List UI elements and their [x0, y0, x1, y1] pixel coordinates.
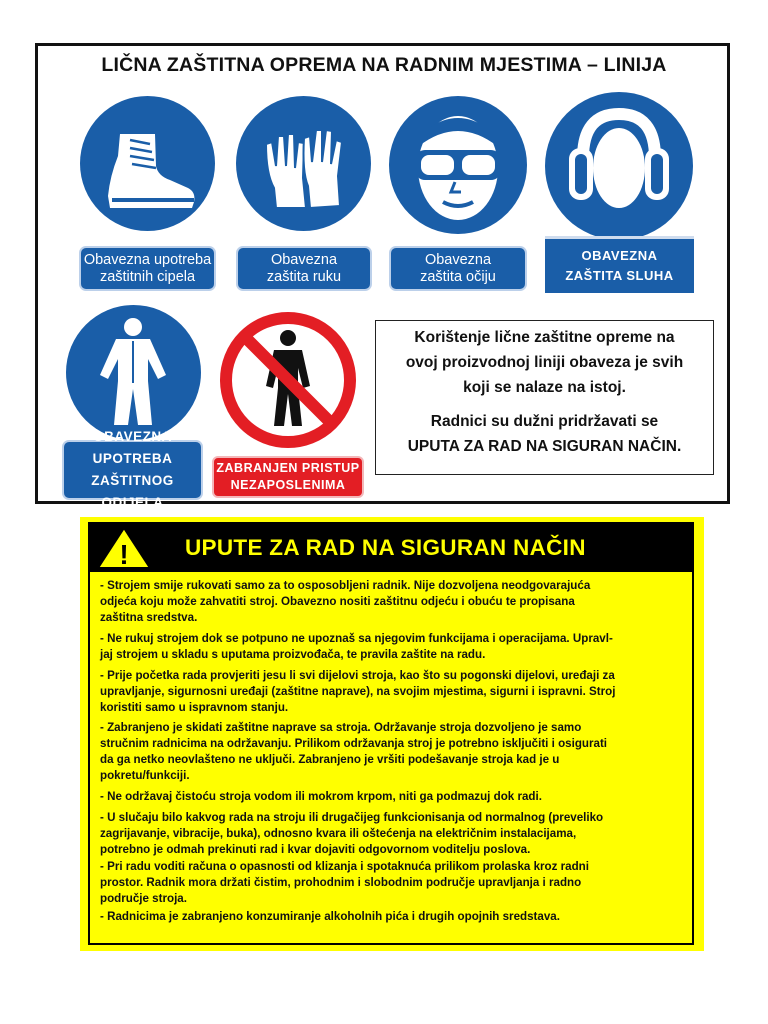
suit-label-line-1: OBAVEZNA UPOTREBA	[92, 429, 173, 466]
rule-2-line-2: jaj strojem u skladu s uputama proizvođača, te pravila zaštite na radu.	[100, 648, 486, 661]
rule-8-line-1: - Radnicima je zabranjeno konzumiranje alkoholnih pića i drugih opojnih sredstava.	[100, 910, 560, 923]
rule-3-line-2: upravljanje, sigurnosni uređaji (zaštitne naprave), na svojim mjestima, sigurni i ispravni. Stroj	[100, 685, 616, 698]
safety-sign-title: UPUTE ZA RAD NA SIGURAN NAČIN	[185, 535, 586, 560]
rule-1-line-1: - Strojem smije rukovati samo za to osposobljeni radnik. Nije dozvoljena neodgovarajuća	[100, 579, 591, 592]
goggles-label	[389, 246, 527, 291]
gloves-label-line-2: zaštita ruku	[266, 268, 342, 285]
warning-triangle-icon	[96, 526, 152, 570]
rule-3-line-3: koristiti samo u ispravnom stanju.	[100, 701, 289, 714]
goggles-label-line-1: Obavezna	[424, 251, 492, 268]
rule-4-line-4: pokretu/funkciji.	[100, 769, 190, 782]
rule-2-line-1: - Ne rukuj strojem dok se potpuno ne upoznaš sa njegovim funkcijama i operacijama. Upravl-	[100, 632, 613, 645]
protective-suit-icon	[66, 305, 201, 440]
safety-rule-7	[100, 859, 684, 907]
rule-7-line-3: područje stroja.	[100, 892, 187, 905]
rule-4-line-2: stručnim radnicima na održavanju. Prilikom održavanja stroj je potrebno isključiti i osigurati	[100, 737, 608, 750]
ear-label-line-1: OBAVEZNA	[581, 248, 658, 263]
gloves-label-line-1: Obavezna	[270, 251, 338, 268]
rule-5-line-1: - Ne održavaj čistoću stroja vodom ili mokrom krpom, niti ga podmazuj dok radi.	[100, 790, 542, 803]
ppe-sign-title: LIČNA ZAŠTITNA OPREMA NA RADNIM MJESTIMA – LINIJA	[101, 54, 667, 76]
goggles-icon	[389, 96, 527, 234]
ear-protection-label	[545, 236, 694, 293]
rule-6-line-2: zagrijavanje, vibracije, buka), odnosno kvara ili oštećenja na električnim instalacijama,	[100, 827, 577, 840]
info-line-1: Korištenje lične zaštitne opreme na	[414, 329, 675, 346]
safety-rule-5	[100, 789, 684, 805]
boots-label	[79, 246, 216, 291]
info-line-4: Radnici su dužni pridržavati se	[430, 413, 659, 430]
rule-7-line-1: - Pri radu voditi računa o opasnosti od klizanja i spotaknuća prilikom prolaska kroz radni	[100, 860, 589, 873]
rule-1-line-3: zaštitna sredstva.	[100, 611, 198, 624]
ear-label-line-2: ZAŠTITA SLUHA	[565, 268, 674, 283]
suit-label	[62, 429, 203, 510]
info-line-3: koji se nalaze na istoj.	[463, 379, 626, 396]
safety-rule-2	[100, 631, 684, 663]
rule-1-line-2: odjeća koju može zahvatiti stroj. Obavezno nositi zaštitnu odjeću i obuću te propisana	[100, 595, 575, 608]
rule-6-line-3: potrebno je odmah prekinuti rad i kvar dojaviti odgovornom voditelju poslova.	[100, 843, 531, 856]
info-box	[375, 320, 714, 475]
suit-label-line-2: ZAŠTITNOG ODIJELA	[91, 473, 174, 510]
rule-6-line-1: - U slučaju bilo kakvog rada na stroju ili drugačijeg funkcionisanja od normalnog (preveliko	[100, 811, 604, 824]
safety-rule-8	[100, 909, 684, 925]
boots-label-line-1: Obavezna upotreba	[83, 251, 212, 268]
no-entry-person-icon	[218, 310, 358, 450]
boots-label-line-2: zaštitnih cipela	[99, 268, 196, 285]
no-entry-label-line-2: NEZAPOSLENIMA	[230, 478, 346, 492]
info-line-5: UPUTA ZA RAD NA SIGURAN NAČIN.	[407, 438, 682, 455]
rule-4-line-1: - Zabranjeno je skidati zaštitne naprave sa stroja. Održavanje stroja dozvoljeno je samo	[100, 721, 582, 734]
ear-protection-icon	[545, 92, 693, 240]
no-entry-label	[212, 456, 364, 498]
gloves-icon	[236, 96, 371, 231]
gloves-label	[236, 246, 372, 291]
warning-exclamation: !	[119, 539, 129, 570]
rule-7-line-2: prostor. Radnik mora držati čistim, prohodnim i slobodnim područje upravljanja i radno	[100, 876, 582, 889]
info-line-2: ovoj proizvodnoj liniji obaveza je svih	[405, 354, 684, 371]
boot-icon	[80, 96, 215, 231]
rule-4-line-3: da ga netko neovlašteno ne uključi. Zabranjeno je vršiti podešavanje stroja kad je u	[100, 753, 560, 766]
safety-rule-3	[100, 668, 684, 716]
safety-rule-4	[100, 720, 684, 784]
rule-3-line-1: - Prije početka rada provjeriti jesu li svi dijelovi stroja, kao što su pogonski dijelovi, uređaji za	[100, 669, 615, 682]
goggles-label-line-2: zaštita očiju	[420, 268, 496, 285]
safety-rule-1	[100, 578, 684, 626]
no-entry-label-line-1: ZABRANJEN PRISTUP	[216, 461, 360, 475]
safety-rule-6	[100, 810, 684, 858]
